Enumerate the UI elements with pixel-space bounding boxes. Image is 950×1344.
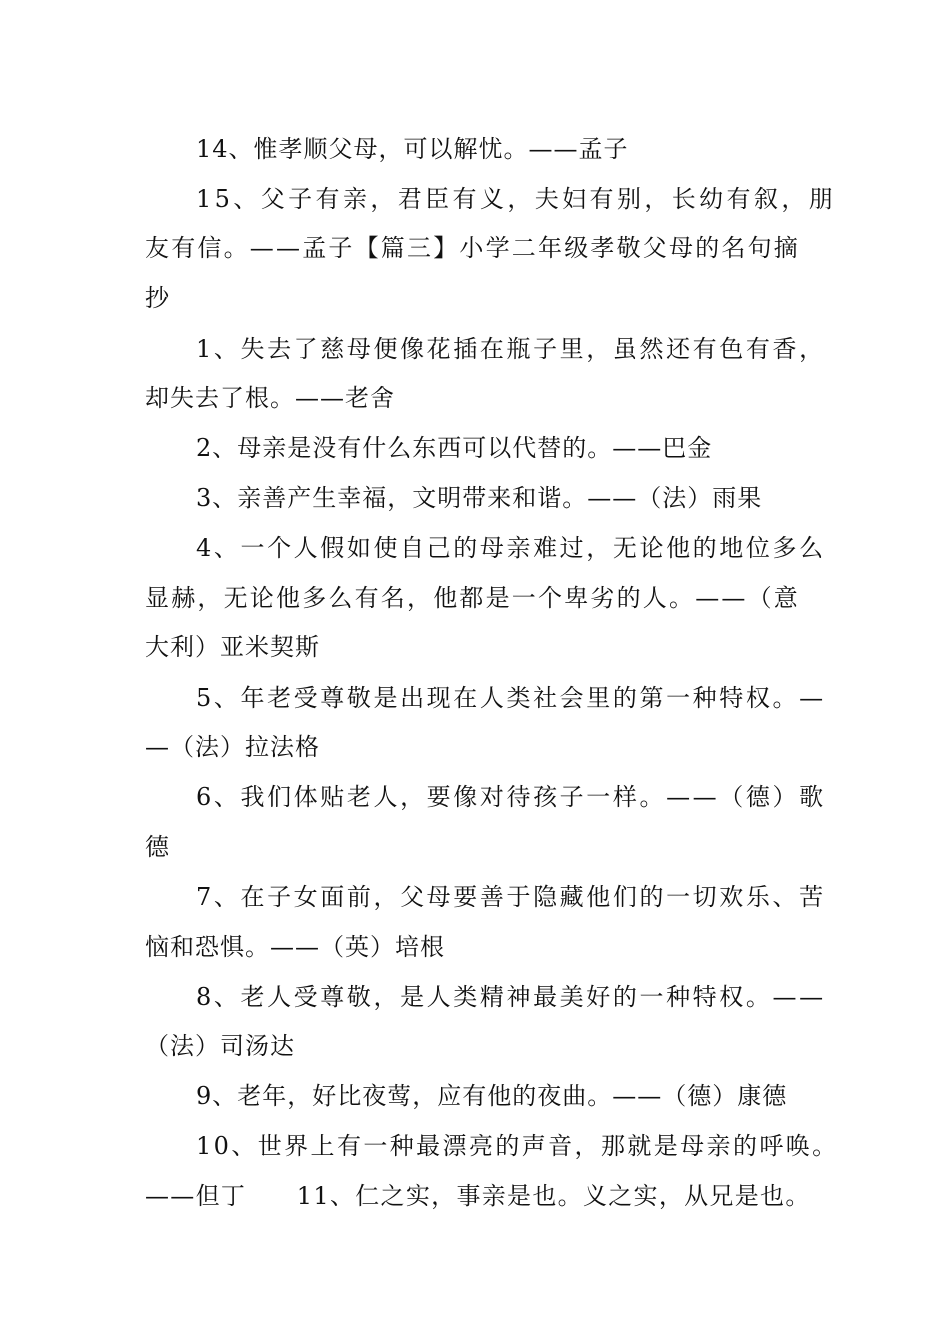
text-line-6: 却失去了根。——老舍 (145, 384, 395, 412)
text-line-20: 9、老年，好比夜莺，应有他的夜曲。——（德）康德 (196, 1082, 788, 1110)
text-line-18: 8、老人受尊敬，是人类精神最美好的一种特权。—— (196, 983, 826, 1011)
text-line-16: 7、在子女面前，父母要善于隐藏他们的一切欢乐、苦 (196, 883, 826, 911)
text-line-4: 抄 (145, 284, 169, 312)
text-line-2: 15、父子有亲，君臣有义，夫妇有别，长幼有叙，朋 (196, 185, 837, 213)
text-line-11: 大利）亚米契斯 (145, 633, 320, 661)
text-line-13: —（法）拉法格 (145, 733, 320, 761)
text-line-12: 5、年老受尊敬是出现在人类社会里的第一种特权。— (196, 684, 826, 712)
text-line-22: ——但丁 11、仁之实，事亲是也。义之实，从兄是也。 (145, 1182, 811, 1210)
text-line-7: 2、母亲是没有什么东西可以代替的。——巴金 (196, 434, 713, 462)
text-line-14: 6、我们体贴老人，要像对待孩子一样。——（德）歌 (196, 783, 826, 811)
text-line-19: （法）司汤达 (145, 1032, 295, 1060)
text-line-10: 显赫，无论他多么有名，他都是一个卑劣的人。——（意 (145, 584, 800, 612)
text-line-17: 恼和恐惧。——（英）培根 (145, 933, 445, 961)
text-line-1: 14、惟孝顺父母，可以解忧。——孟子 (196, 135, 629, 163)
text-line-5: 1、失去了慈母便像花插在瓶子里，虽然还有色有香， (196, 335, 826, 363)
text-line-15: 德 (145, 833, 169, 861)
text-line-21: 10、世界上有一种最漂亮的声音，那就是母亲的呼唤。 (196, 1132, 839, 1160)
text-line-8: 3、亲善产生幸福，文明带来和谐。——（法）雨果 (196, 484, 763, 512)
text-line-9: 4、一个人假如使自己的母亲难过，无论他的地位多么 (196, 534, 826, 562)
text-line-3: 友有信。——孟子【篇三】小学二年级孝敬父母的名句摘 (145, 234, 800, 262)
